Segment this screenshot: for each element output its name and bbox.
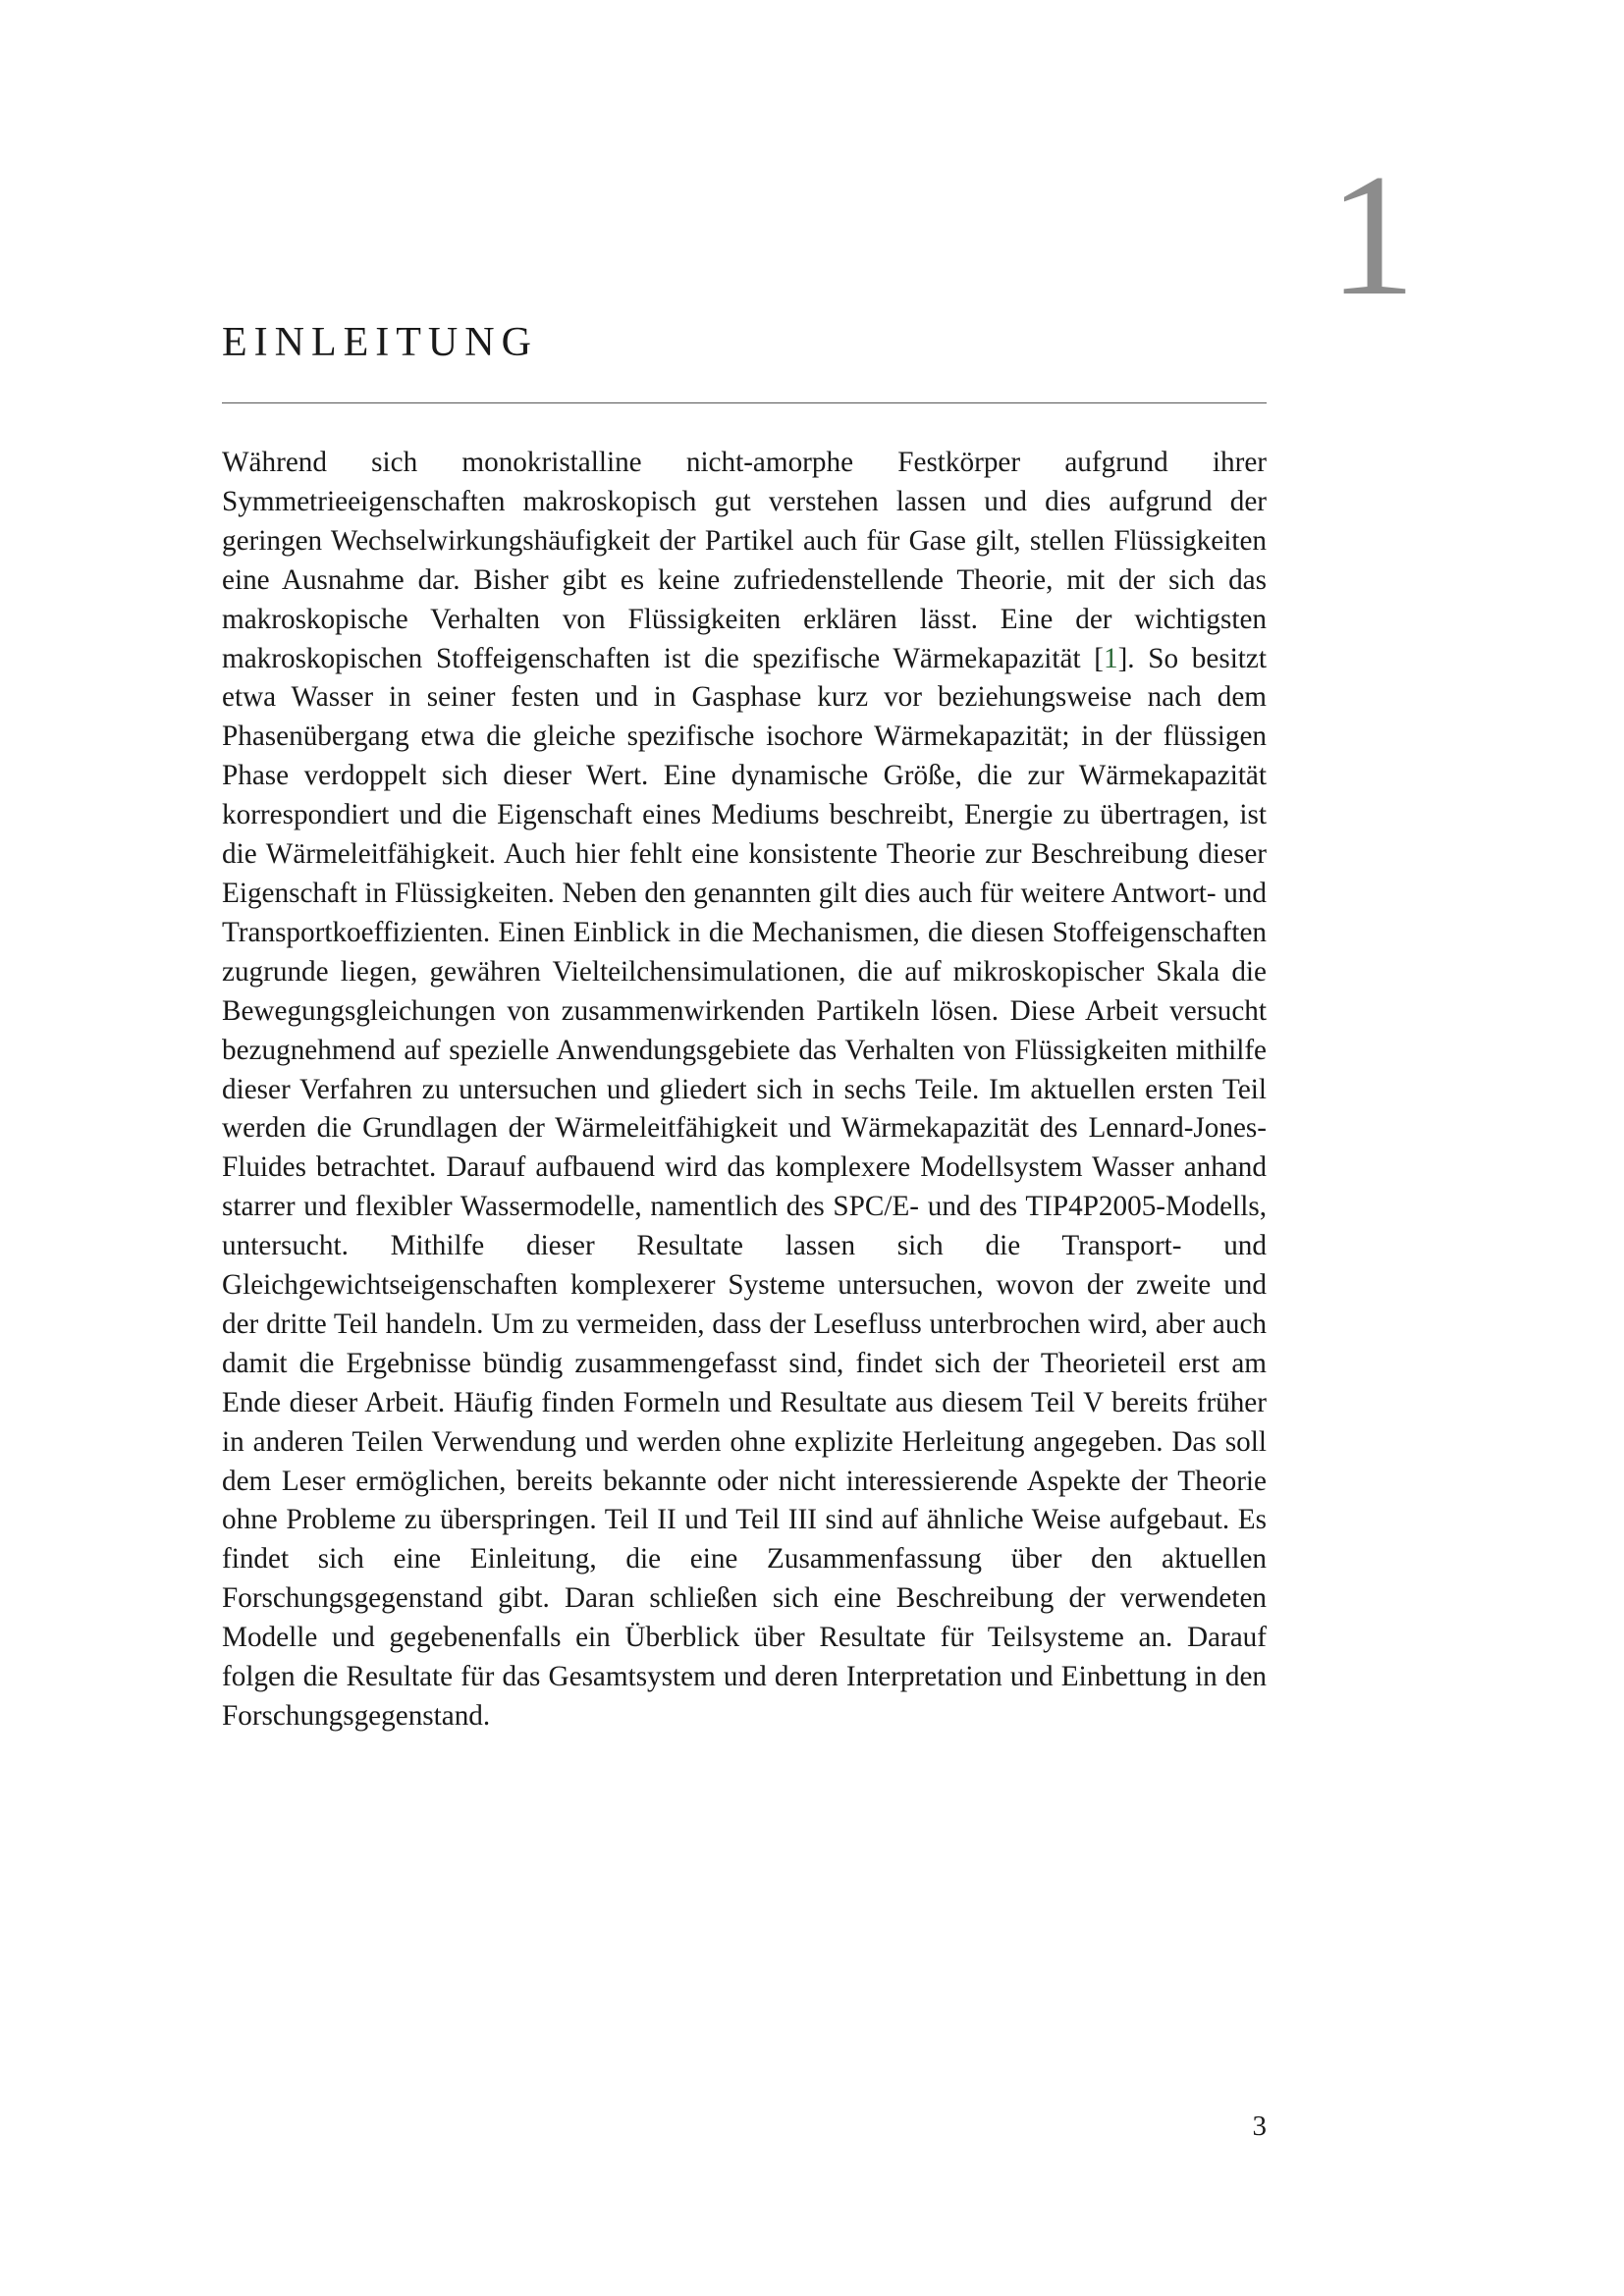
citation-link[interactable]: 1 bbox=[1103, 642, 1118, 674]
body-paragraph bbox=[222, 444, 1267, 1736]
chapter-title: EINLEITUNG bbox=[222, 320, 538, 365]
body-text-part-2: ]. So besitzt etwa Wasser in seiner festen und in Gasphase kurz vor beziehungsweise nach dem Phasenübergang etwa die gleiche spezifische isochore Wärmekapazität; in der flüssigen Phase verdoppelt sich dieser Wert. Eine dynamische Größe, die zur Wärmekapazität korrespondiert und die Eigenschaft eines Mediums beschreibt, Energie zu übertragen, ist die Wärmeleitfähigkeit. Auch hier fehlt eine konsistente Theorie zur Beschreibung dieser Eigenschaft in Flüssigkeiten. Neben den genannten gilt dies auch für weitere Antwort- und Transportkoeffizienten. Einen Einblick in die Mechanismen, die diesen Stoffeigenschaften zugrunde liegen, gewähren Vielteilchensimulationen, die auf mikroskopischer Skala die Bewegungsgleichungen von zusammenwirkenden Partikeln lösen. Diese Arbeit versucht bezugnehmend auf spezielle Anwendungsgebiete das Verhalten von Flüssigkeiten mithilfe dieser Verfahren zu untersuchen und gliedert sich in sechs Teile. Im aktuellen ersten Teil werden die Grundlagen der Wärmeleitfähigkeit und Wärmekapazität des Lennard-Jones-Fluides betrachtet. Darauf aufbauend wird das komplexere Modellsystem Wasser anhand starrer und flexibler Wassermodelle, namentlich des SPC/E- und des TIP4P2005-Modells, untersucht. Mithilfe dieser Resultate lassen sich die Transport- und Gleichgewichtseigenschaften komplexerer Systeme untersuchen, wovon der zweite und der dritte Teil handeln. Um zu vermeiden, dass der Lesefluss unterbrochen wird, aber auch damit die Ergebnisse bündig zusammengefasst sind, findet sich der Theorieteil erst am Ende dieser Arbeit. Häufig finden Formeln und Resultate aus diesem Teil V bereits früher in anderen Teilen Verwendung und werden ohne explizite Herleitung angegeben. Das soll dem Leser ermöglichen, bereits bekannte oder nicht interessierende Aspekte der Theorie ohne Probleme zu überspringen. Teil II und Teil III sind auf ähnliche Weise aufgebaut. Es findet sich eine Einleitung, die eine Zusammenfassung über den aktuellen Forschungsgegenstand gibt. Daran schließen sich eine Beschreibung der verwendeten Modelle und gegebenenfalls ein Überblick über Resultate für Teilsysteme an. Darauf folgen die Resultate für das Gesamtsystem und deren Interpretation und Einbettung in den Forschungsgegenstand. bbox=[222, 642, 1267, 1732]
body-text-part-1: Während sich monokristalline nicht-amorphe Festkörper aufgrund ihrer Symmetrieeigenschaften makroskopisch gut verstehen lassen und dies aufgrund der geringen Wechselwirkungshäufigkeit der Partikel auch für Gase gilt, stellen Flüssigkeiten eine Ausnahme dar. Bisher gibt es keine zufriedenstellende Theorie, mit der sich das makroskopische Verhalten von Flüssigkeiten erklären lässt. Eine der wichtigsten makroskopischen Stoffeigenschaften ist die spezifische Wärmekapazität [ bbox=[222, 447, 1267, 674]
chapter-number: 1 bbox=[1328, 137, 1416, 332]
page-number: 3 bbox=[1252, 2110, 1267, 2142]
title-divider bbox=[222, 402, 1267, 403]
